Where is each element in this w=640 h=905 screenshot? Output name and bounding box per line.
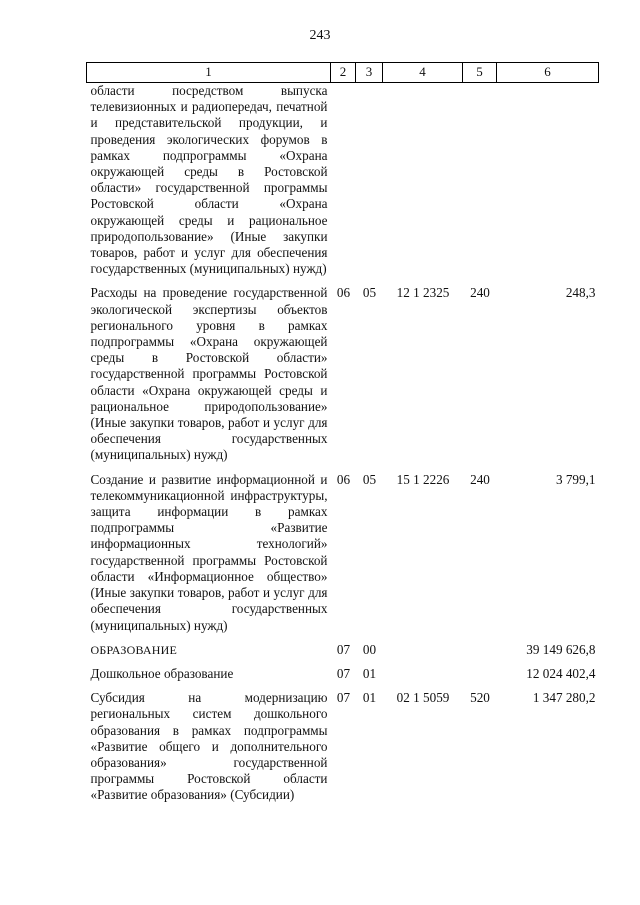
row-target-article [383, 642, 463, 666]
row-description: Субсидия на модернизацию региональных систем дошкольного образования в рамках подпрограммы «Развитие общего и дополнительного образования» государственной программы Ростовской области «Развитие образования» (Субсидии) [90, 690, 328, 803]
row-expense-type [463, 666, 497, 690]
column-header-1: 1 [87, 63, 331, 83]
row-subsection: 01 [362, 690, 377, 706]
row-subsection: 05 [362, 285, 377, 301]
row-target-article [383, 666, 463, 690]
column-header-6: 6 [497, 63, 599, 83]
row-section: 07 [336, 690, 351, 706]
row-description: ОБРАЗОВАНИЕ [90, 642, 178, 657]
table-header-row [87, 63, 599, 83]
row-description: Создание и развитие информационной и телекоммуникационной инфраструктуры, защита информации в рамках подпрограммы «Развитие информационных технологий» государственной программы Ростовской области «Информационное общество» (Иные закупки товаров, работ и услуг для обеспечения государственных (муниципальных) нужд) [90, 471, 328, 633]
table-row [87, 642, 599, 666]
page-number: 243 [309, 28, 331, 43]
row-amount: 1 347 280,2 [532, 690, 596, 706]
row-amount: 3 799,1 [555, 471, 596, 487]
row-amount: 12 024 402,4 [526, 665, 596, 681]
row-section [331, 83, 356, 286]
row-expense-type: 240 [470, 471, 490, 487]
row-target-article: 15 1 2226 [396, 471, 450, 487]
table-row [87, 472, 599, 642]
row-amount [497, 83, 599, 286]
column-header-3: 3 [356, 63, 383, 83]
row-expense-type [463, 642, 497, 666]
budget-table [86, 62, 599, 804]
table-row [87, 83, 599, 286]
row-expense-type: 520 [470, 690, 490, 706]
row-description: области посредством выпуска телевизионных и радиопередач, печатной и представительской продукции, и проведения экологических форумов в рамках подпрограммы «Охрана окружающей среды в Ростовской области» государственной программы Ростовской области «Охрана окружающей среды и рациональное природопользование» (Иные закупки товаров, работ и услуг для обеспечения государственных (муниципальных) нужд) [90, 83, 328, 277]
table-row [87, 666, 599, 690]
row-amount: 248,3 [565, 285, 596, 301]
row-target-article [383, 83, 463, 286]
row-description: Дошкольное образование [90, 665, 234, 681]
table-row [87, 690, 599, 803]
column-header-2: 2 [331, 63, 356, 83]
row-subsection: 05 [362, 471, 377, 487]
row-expense-type [463, 83, 497, 286]
row-amount: 39 149 626,8 [526, 641, 596, 657]
row-description: Расходы на проведение государственной экологической экспертизы объектов регионального уровня в рамках подпрограммы «Охрана окружающей среды в Ростовской области» государственной программы Ростовской области «Охрана окружающей среды и рациональное природопользование» (Иные закупки товаров, работ и услуг для обеспечения государственных (муниципальных) нужд) [90, 285, 328, 463]
row-subsection: 00 [362, 641, 377, 657]
column-header-4: 4 [383, 63, 463, 83]
row-section: 07 [336, 641, 351, 657]
row-subsection [356, 83, 383, 286]
row-section: 06 [336, 285, 351, 301]
row-section: 07 [336, 665, 351, 681]
row-expense-type: 240 [470, 285, 490, 301]
row-target-article: 12 1 2325 [396, 285, 450, 301]
table-row [87, 285, 599, 471]
column-header-5: 5 [463, 63, 497, 83]
row-section: 06 [336, 471, 351, 487]
row-target-article: 02 1 5059 [396, 690, 450, 706]
row-subsection: 01 [362, 665, 377, 681]
